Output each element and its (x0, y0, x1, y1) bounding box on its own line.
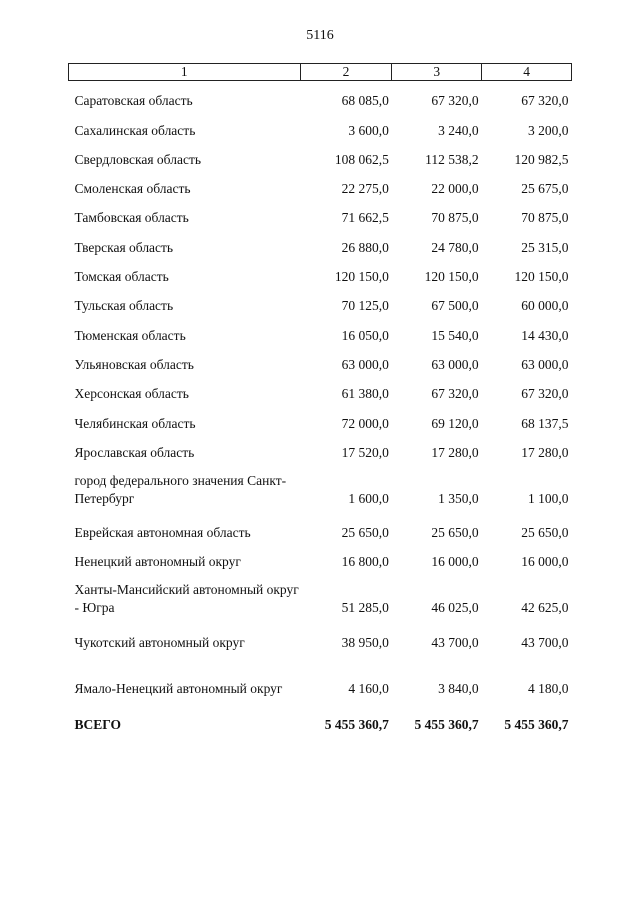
value-col-2: 17 520,0 (341, 444, 389, 460)
region-name: Еврейская автономная область (74, 525, 251, 541)
value-col-4: 120 982,5 (514, 151, 569, 167)
table-row (69, 81, 572, 111)
table-row (69, 345, 572, 374)
value-col-2: 120 150,0 (334, 269, 389, 285)
value-col-4: 42 625,0 (521, 600, 569, 616)
value-col-3: 120 150,0 (424, 269, 479, 285)
value-col-3: 3 840,0 (438, 680, 479, 696)
value-col-2: 26 880,0 (341, 239, 389, 255)
value-col-4: 25 315,0 (521, 239, 569, 255)
value-col-4: 14 430,0 (521, 327, 569, 343)
value-col-2: 108 062,5 (334, 151, 389, 167)
table-row (69, 542, 572, 571)
value-col-4: 25 675,0 (521, 181, 569, 197)
total-label: ВСЕГО (74, 716, 122, 732)
table-row (69, 652, 572, 703)
table-row (69, 622, 572, 651)
region-name: Ненецкий автономный округ (74, 554, 241, 570)
region-name: Челябинская область (74, 415, 196, 431)
value-col-3: 17 280,0 (431, 444, 479, 460)
region-name: Ульяновская область (74, 356, 194, 372)
table-header (69, 64, 572, 81)
value-col-4: 1 100,0 (528, 490, 569, 506)
header-row (69, 64, 572, 81)
value-col-4: 43 700,0 (521, 634, 569, 650)
region-name: Тамбовская область (74, 210, 189, 226)
value-col-3: 16 000,0 (431, 554, 479, 570)
table-row (69, 227, 572, 256)
value-col-4: 63 000,0 (521, 356, 569, 372)
value-col-4: 67 320,0 (521, 93, 569, 109)
region-name: Тульская область (74, 298, 174, 314)
value-col-3: 24 780,0 (431, 239, 479, 255)
value-col-2: 25 650,0 (341, 525, 389, 541)
total-col-3: 5 455 360,7 (414, 716, 479, 732)
value-col-2: 70 125,0 (341, 298, 389, 314)
column-header-2: 2 (300, 64, 392, 81)
column-header-4: 4 (482, 64, 572, 81)
value-col-2: 38 950,0 (341, 634, 389, 650)
table-row (69, 140, 572, 169)
table-row (69, 198, 572, 227)
table-row (69, 433, 572, 462)
value-col-3: 112 538,2 (425, 151, 479, 167)
value-col-4: 120 150,0 (514, 269, 569, 285)
region-name: Херсонская область (74, 386, 189, 402)
total-row (69, 703, 572, 734)
table-row (69, 462, 572, 513)
value-col-3: 25 650,0 (431, 525, 479, 541)
value-col-3: 46 025,0 (431, 600, 479, 616)
value-col-3: 22 000,0 (431, 181, 479, 197)
total-col-2: 5 455 360,7 (324, 716, 389, 732)
value-col-3: 70 875,0 (431, 210, 479, 226)
value-col-2: 1 600,0 (348, 490, 389, 506)
region-name: Тюменская область (74, 327, 186, 343)
value-col-4: 3 200,0 (528, 122, 569, 138)
table-row (69, 403, 572, 432)
value-col-3: 67 500,0 (431, 298, 479, 314)
region-name: Смоленская область (74, 181, 191, 197)
value-col-4: 25 650,0 (521, 525, 569, 541)
value-col-2: 71 662,5 (341, 210, 389, 226)
distribution-table (68, 63, 572, 734)
table-row (69, 513, 572, 542)
region-name: Ханты-Мансийский автономный округ - Югра (74, 582, 299, 616)
table-row (69, 286, 572, 315)
value-col-4: 68 137,5 (521, 415, 569, 431)
value-col-2: 16 050,0 (341, 327, 389, 343)
value-col-4: 60 000,0 (521, 298, 569, 314)
column-header-1: 1 (69, 64, 301, 81)
value-col-3: 67 320,0 (431, 93, 479, 109)
table-row (69, 315, 572, 344)
region-name: Ярославская область (74, 444, 195, 460)
value-col-4: 16 000,0 (521, 554, 569, 570)
table-row (69, 571, 572, 622)
value-col-2: 68 085,0 (341, 93, 389, 109)
value-col-4: 4 180,0 (528, 680, 569, 696)
value-col-2: 22 275,0 (341, 181, 389, 197)
region-name: Томская область (74, 269, 169, 285)
value-col-3: 43 700,0 (431, 634, 479, 650)
table-body (69, 81, 572, 734)
region-name: Ямало-Ненецкий автономный округ (74, 680, 283, 696)
value-col-4: 17 280,0 (521, 444, 569, 460)
value-col-3: 69 120,0 (431, 415, 479, 431)
total-col-4: 5 455 360,7 (504, 716, 569, 732)
page-number: 5116 (306, 28, 334, 43)
value-col-3: 1 350,0 (438, 490, 479, 506)
table-row (69, 110, 572, 139)
value-col-2: 63 000,0 (341, 356, 389, 372)
value-col-3: 15 540,0 (431, 327, 479, 343)
region-name: Свердловская область (74, 151, 201, 167)
column-header-3: 3 (392, 64, 482, 81)
region-name: Чукотский автономный округ (74, 634, 245, 650)
value-col-3: 3 240,0 (438, 122, 479, 138)
value-col-2: 16 800,0 (341, 554, 389, 570)
table-row (69, 169, 572, 198)
value-col-2: 3 600,0 (348, 122, 389, 138)
value-col-2: 72 000,0 (341, 415, 389, 431)
region-name: Тверская область (74, 239, 174, 255)
table-row (69, 374, 572, 403)
region-name: Сахалинская область (74, 122, 196, 138)
value-col-2: 51 285,0 (341, 600, 389, 616)
value-col-4: 67 320,0 (521, 386, 569, 402)
value-col-4: 70 875,0 (521, 210, 569, 226)
region-name: город федерального значения Санкт-Петербург (74, 472, 287, 506)
value-col-2: 61 380,0 (341, 386, 389, 402)
value-col-3: 67 320,0 (431, 386, 479, 402)
table-row (69, 257, 572, 286)
value-col-3: 63 000,0 (431, 356, 479, 372)
region-name: Саратовская область (74, 93, 193, 109)
value-col-2: 4 160,0 (348, 680, 389, 696)
